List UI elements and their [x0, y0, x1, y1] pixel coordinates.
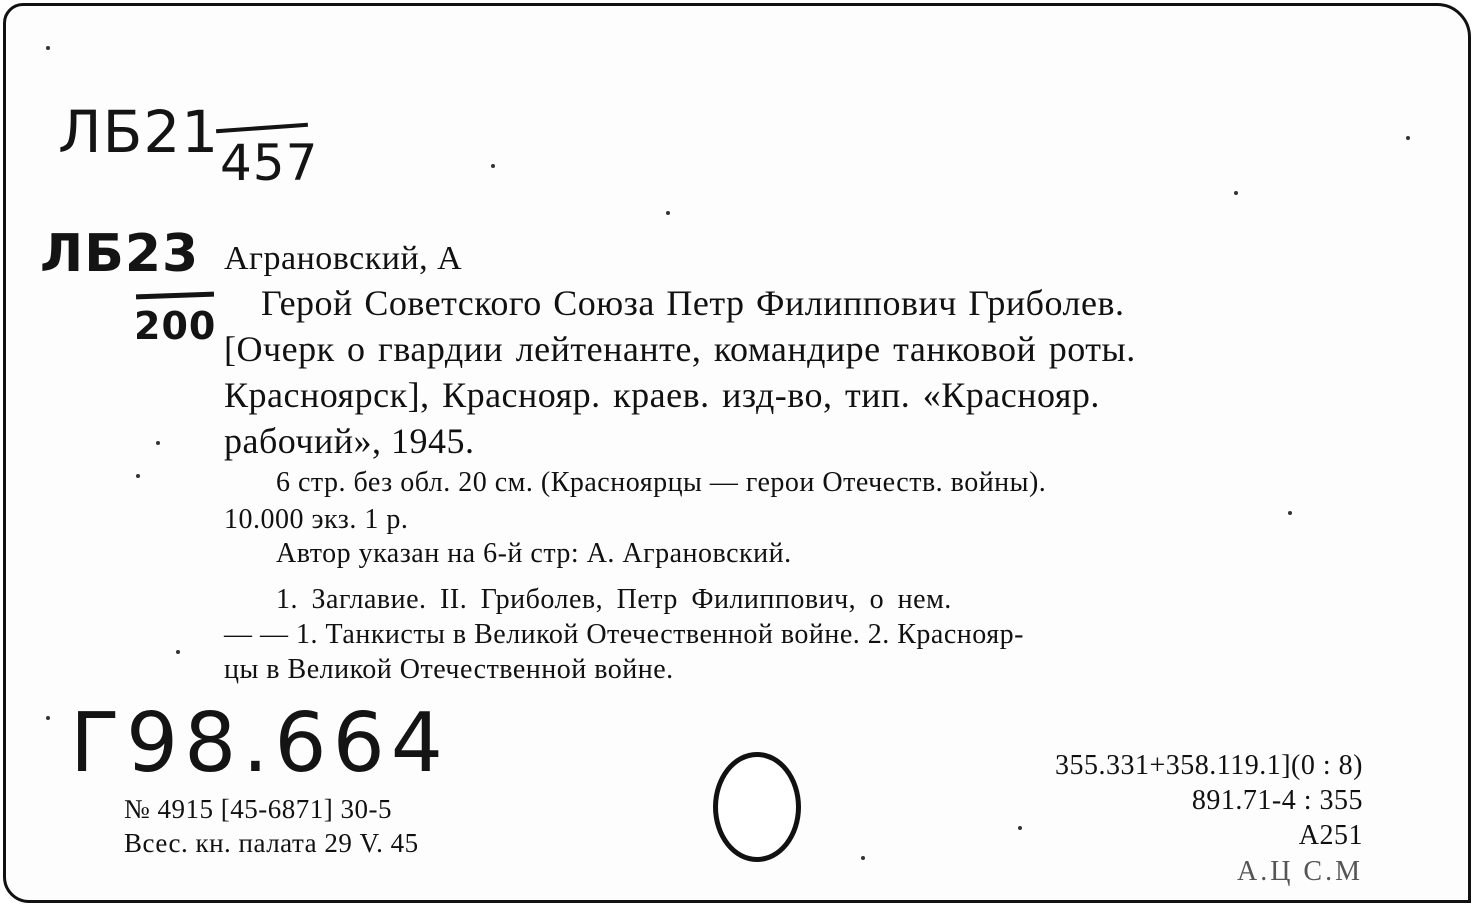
classification-udc: 355.331+358.119.1](0 : 8)	[1054, 750, 1363, 781]
author-heading: Аграновский, А	[224, 240, 463, 277]
speckle	[156, 441, 160, 445]
author-note: Автор указан на 6-й стр: А. Аграновский.	[276, 538, 792, 569]
speckle	[491, 164, 495, 168]
shelf-mark-1-number: 457	[220, 134, 319, 192]
speckle	[1018, 826, 1022, 830]
collation-line: 6 стр. без обл. 20 см. (Красноярцы — герои Отечеств. войны).	[276, 467, 1047, 498]
title-line: Герой Советского Союза Петр Филиппович Гриболев.	[261, 283, 1125, 323]
subject-line: цы в Великой Отечественной войне.	[224, 654, 674, 685]
registry-chamber: Всес. кн. палата 29 V. 45	[124, 828, 419, 858]
shelf-mark-2-rule	[136, 292, 214, 300]
shelf-mark-1-rule	[216, 123, 308, 133]
author-mark: А251	[1298, 820, 1363, 851]
title-line: Красноярск], Краснояр. краев. изд-во, тип. «Краснояр.	[224, 375, 1100, 415]
speckle	[46, 716, 50, 720]
speckle	[46, 46, 50, 50]
stamp-code: А.Ц С.М	[1236, 856, 1363, 887]
speckle	[861, 856, 865, 860]
title-line: [Очерк о гвардии лейтенанте, командире танковой роты.	[224, 329, 1136, 369]
speckle	[1288, 511, 1292, 515]
registry-number: № 4915 [45-6871] 30-5	[124, 794, 392, 824]
speckle	[1234, 191, 1238, 195]
shelf-mark-2-number: 200	[134, 304, 217, 348]
shelf-mark-1: ЛБ21	[58, 98, 220, 166]
classification-secondary: 891.71-4 : 355	[1191, 785, 1363, 816]
title-line: рабочий», 1945.	[224, 421, 475, 461]
speckle	[136, 474, 140, 478]
speckle	[176, 650, 180, 654]
punch-hole	[713, 752, 801, 862]
speckle	[666, 211, 670, 215]
call-number: Г98.664	[70, 696, 449, 791]
speckle	[1406, 136, 1410, 140]
catalog-card	[3, 3, 1471, 903]
shelf-mark-2: ЛБ23	[40, 224, 200, 284]
subject-line: 1. Заглавие. II. Гриболев, Петр Филиппович, о нем.	[276, 584, 952, 615]
collation-line: 10.000 экз. 1 р.	[224, 504, 409, 535]
subject-line: — — 1. Танкисты в Великой Отечественной войне. 2. Краснояр-	[224, 619, 1024, 650]
